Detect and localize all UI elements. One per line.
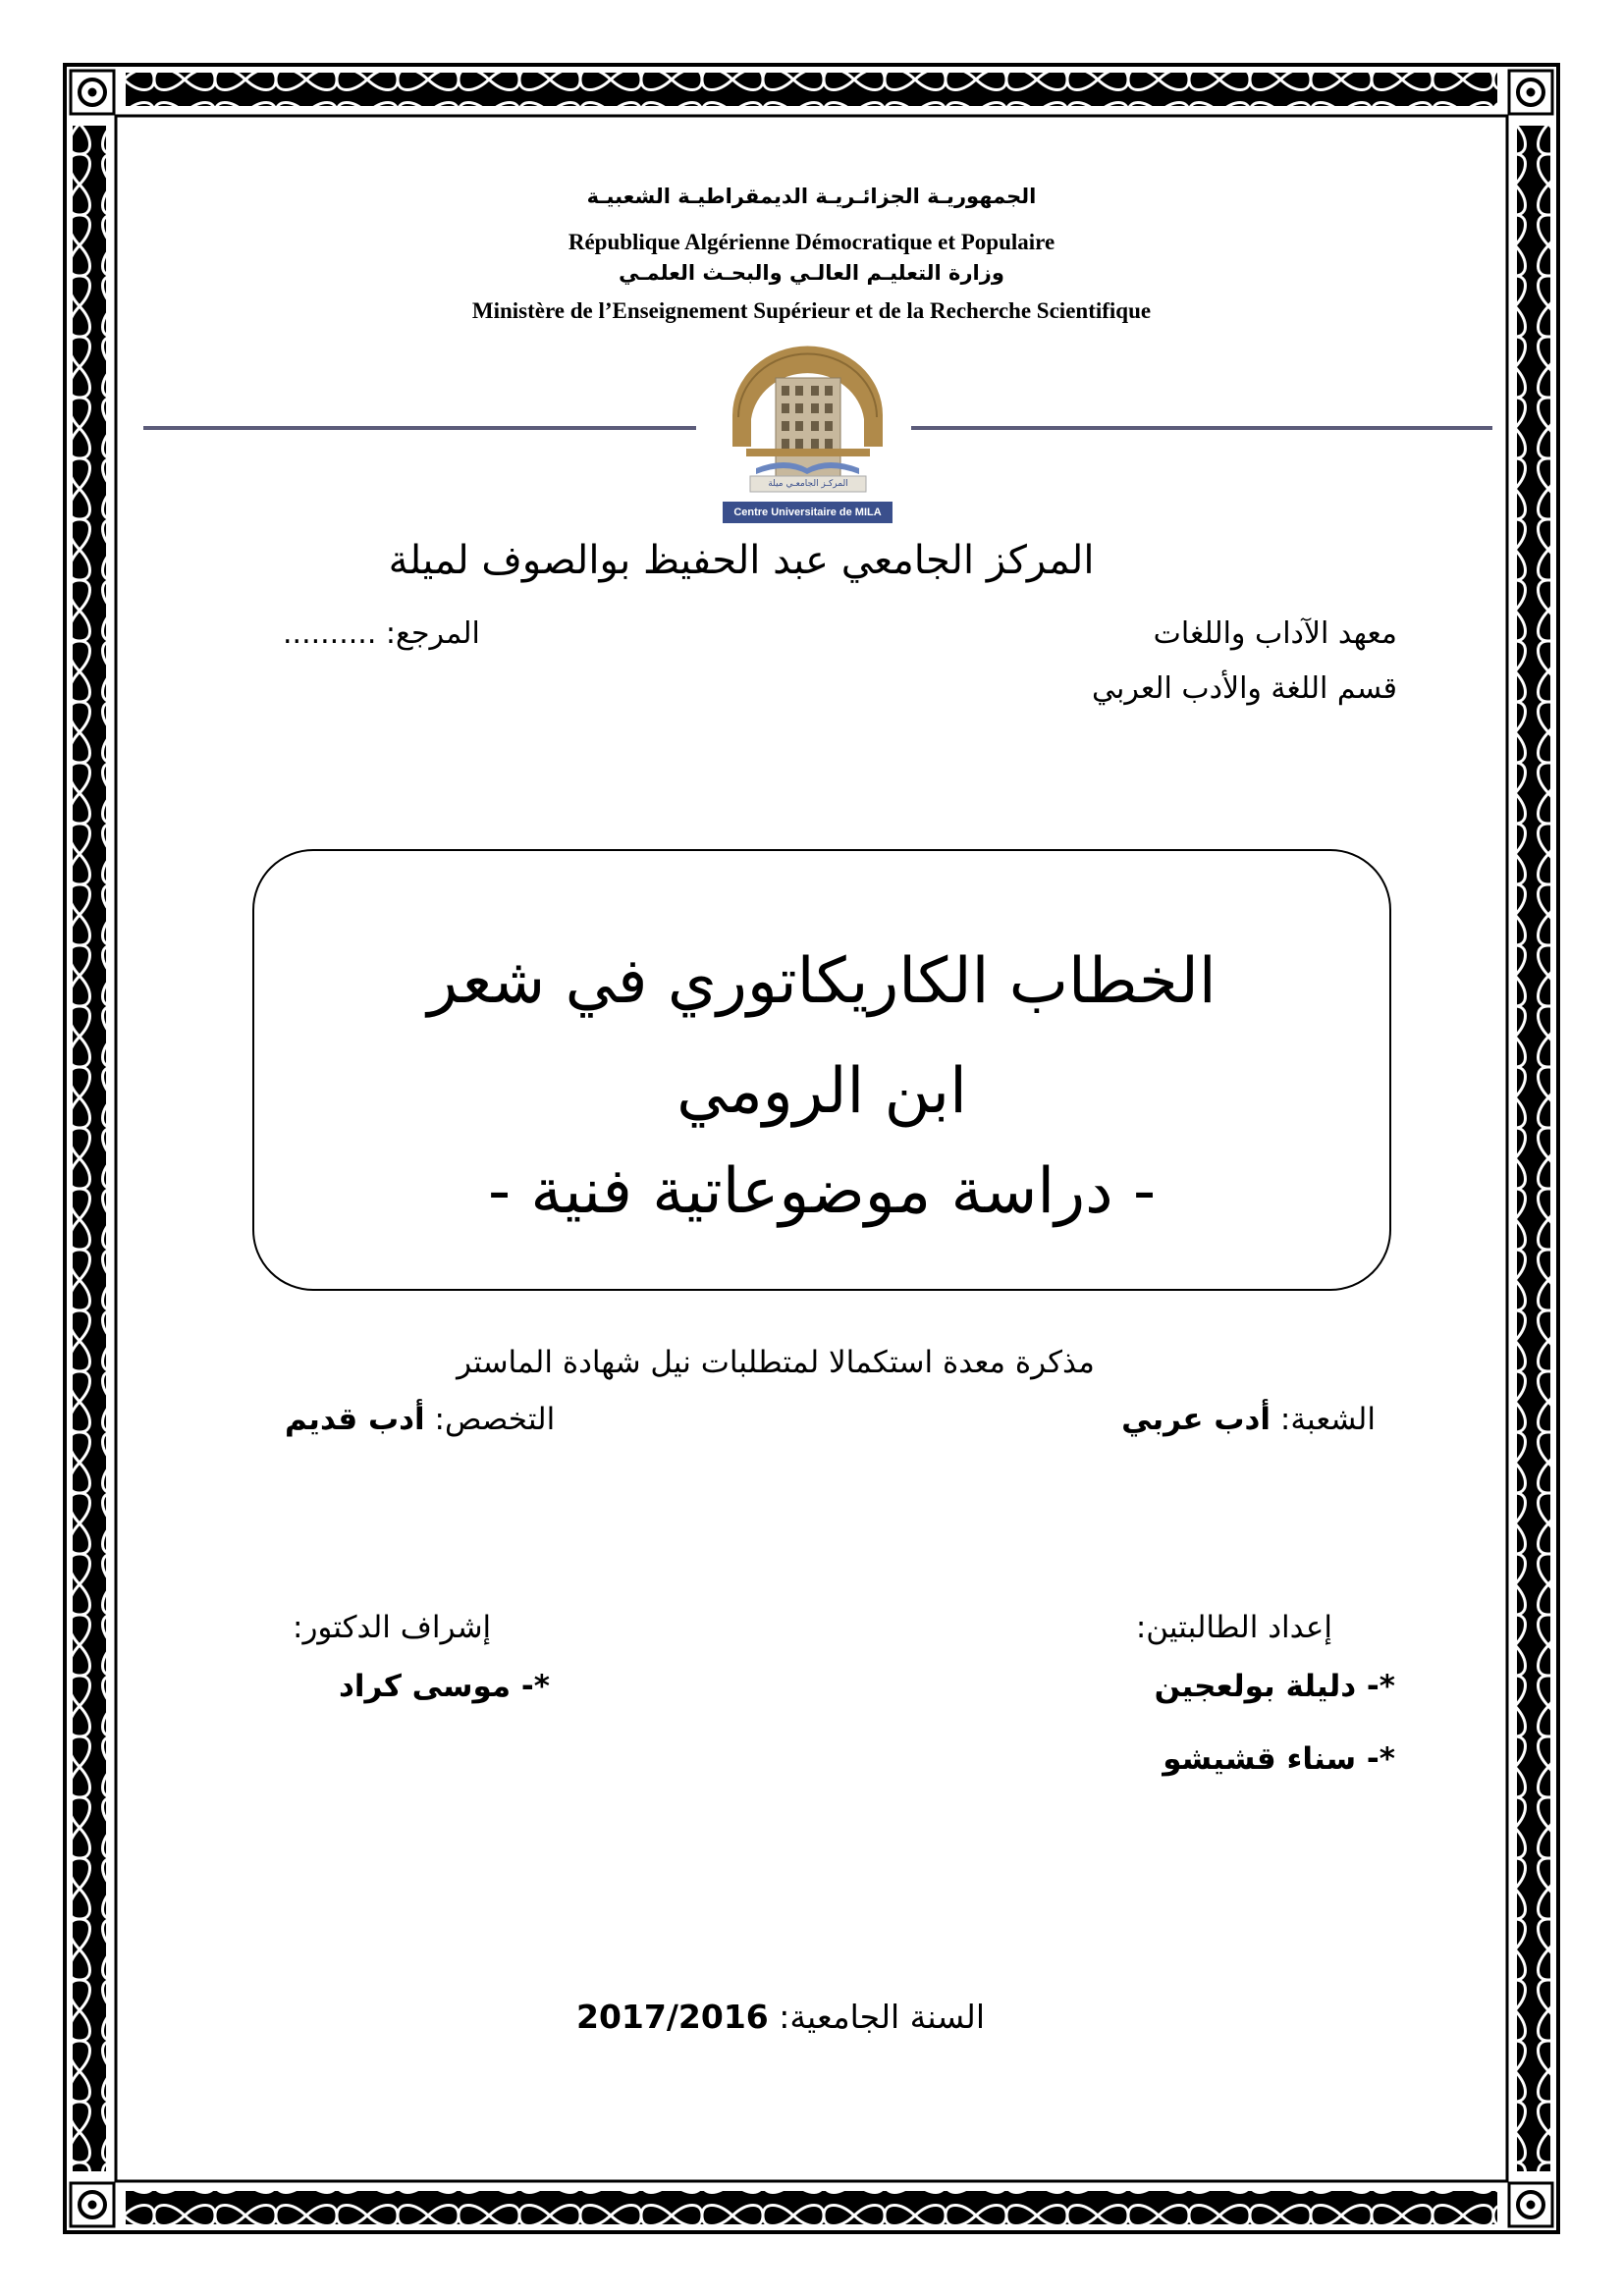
department-name: قسم اللغة والأدب العربي xyxy=(1091,671,1397,706)
ministry-french: Ministère de l’Enseignement Supérieur et de la Recherche Scientifique xyxy=(471,298,1152,323)
specialty-value: أدب قديم xyxy=(285,1402,425,1437)
student-2: *- سناء قشيشو xyxy=(1163,1741,1395,1777)
student-1: *- دليلة بولعجين xyxy=(1154,1669,1395,1704)
supervisor-label: إشراف الدكتور: xyxy=(293,1610,492,1645)
specialty-field xyxy=(285,1402,555,1437)
academic-year-value: 2017/2016 xyxy=(576,1998,769,2036)
branch-label: الشعبة: xyxy=(1279,1402,1376,1437)
header-rule-left xyxy=(143,426,696,430)
institute-name: معهد الآداب واللغات xyxy=(1153,616,1397,651)
title-line-3: - دراسة موضوعاتية فنية - xyxy=(487,1155,1157,1228)
title-box xyxy=(252,849,1391,1291)
title-line-2: ابن الرومي xyxy=(676,1055,967,1128)
reference-number: المرجع: .......... xyxy=(283,616,480,651)
memo-description: مذكرة معدة استكمالا لمتطلبات نيل شهادة الماستر xyxy=(457,1345,1095,1380)
supervisor-name: *- موسى كراد xyxy=(339,1669,550,1704)
header-rule-right xyxy=(911,426,1492,430)
title-line-1: الخطاب الكاريكاتوري في شعر xyxy=(427,945,1217,1018)
university-name: المركز الجامعي عبد الحفيظ بوالصوف لميلة xyxy=(388,538,1095,583)
university-building-icon xyxy=(717,339,898,525)
republic-arabic: الجمهوريـة الجزائـريـة الديمقراطيـة الشعبيـة xyxy=(586,185,1037,208)
republic-french: République Algérienne Démocratique et Populaire xyxy=(568,230,1055,254)
academic-year-label: السنة الجامعية: xyxy=(779,1998,985,2036)
academic-year xyxy=(569,1998,992,2036)
logo-caption: Centre Universitaire de MILA xyxy=(733,507,882,518)
branch-value: أدب عربي xyxy=(1121,1402,1271,1437)
ministry-arabic: وزارة التعليـم العالـي والبحـث العلمـي xyxy=(619,261,1004,285)
specialty-label: التخصص: xyxy=(434,1402,556,1437)
logo-building-label: المركـز الجامعـي ميلة xyxy=(768,479,848,489)
branch-field xyxy=(1121,1402,1376,1437)
students-label: إعداد الطالبتين: xyxy=(1135,1610,1332,1645)
university-logo xyxy=(717,339,898,525)
